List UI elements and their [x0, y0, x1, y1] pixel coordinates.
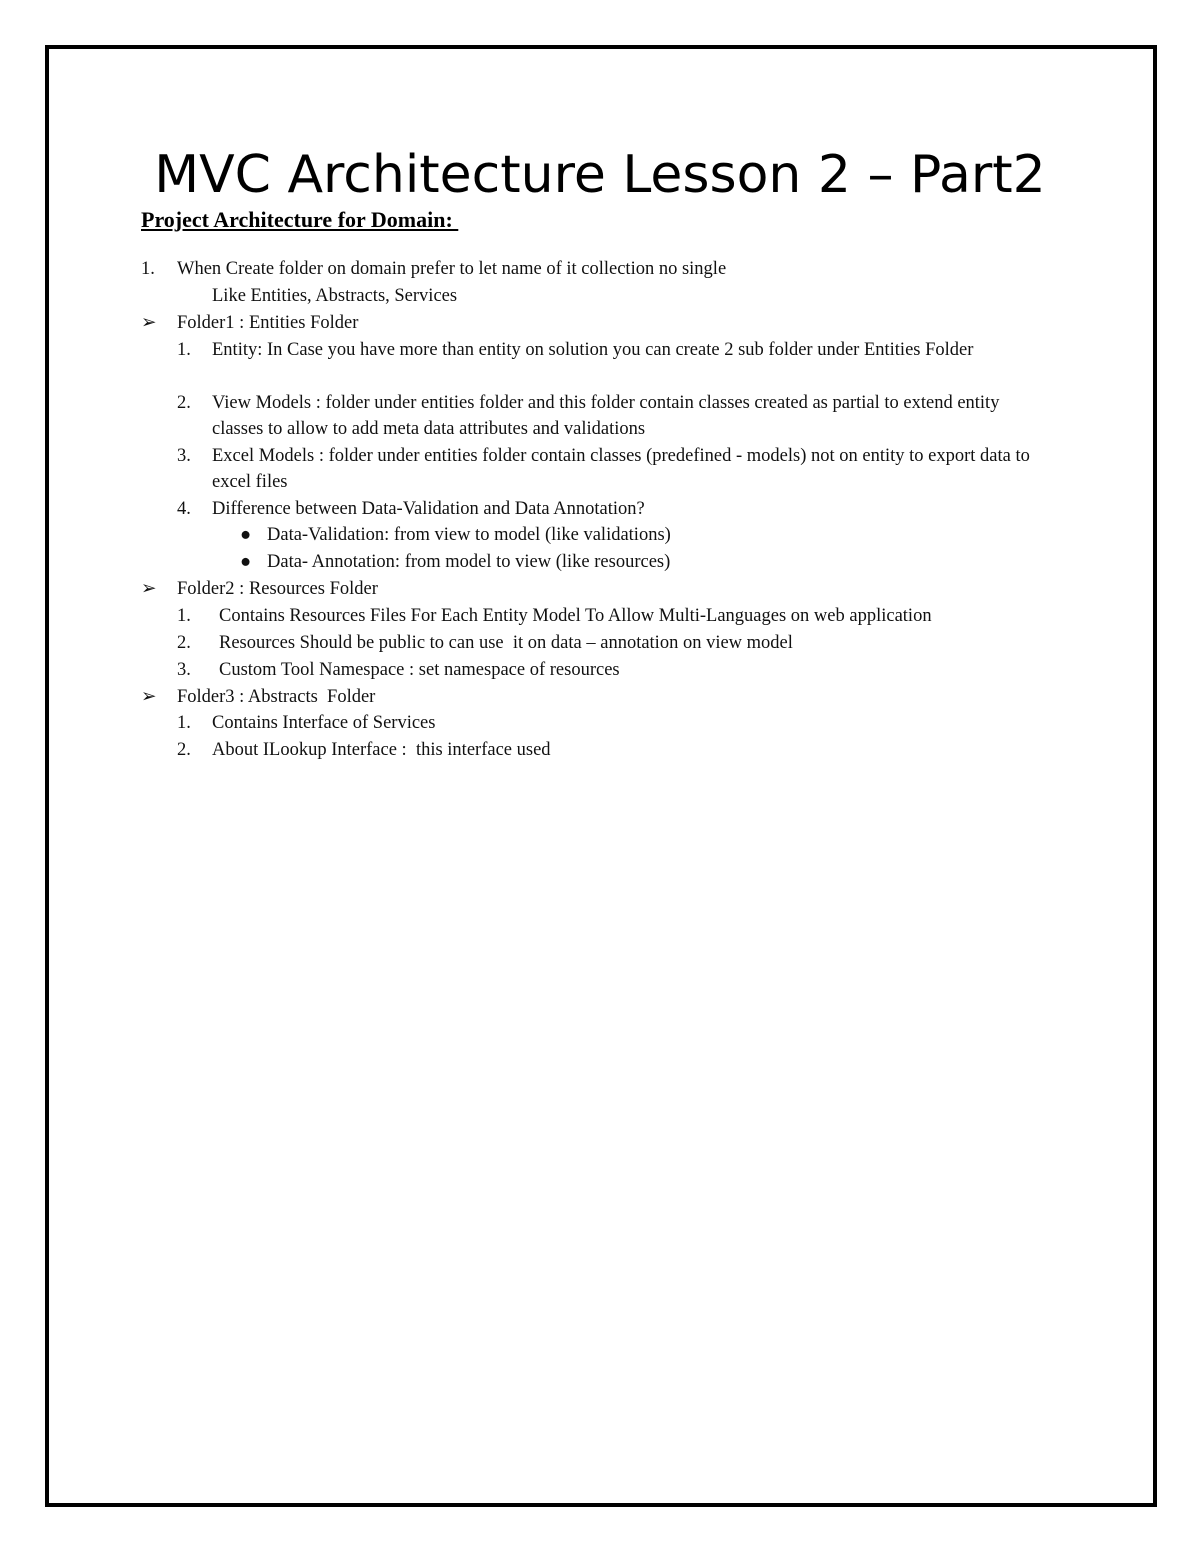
folder1-item-1-number: 1. — [177, 340, 191, 360]
bullet-icon: ● — [240, 525, 252, 545]
folder3-arrow-icon: ➢ — [141, 687, 157, 707]
folder2-item-2-text: Resources Should be public to can use it on data – annotation on view model — [219, 633, 793, 653]
folder1-arrow-icon: ➢ — [141, 313, 157, 333]
folder1-bullet-1: Data-Validation: from view to model (like validations) — [267, 525, 671, 545]
folder1-item-4-number: 4. — [177, 499, 191, 519]
intro-number: 1. — [141, 259, 155, 279]
folder1-label: Folder1 : Entities Folder — [177, 313, 359, 333]
folder1-item-2-text: View Models : folder under entities folder and this folder contain classes created as partial to extend entity classes to allow to add meta data attributes and validations — [212, 393, 1000, 439]
folder1-item-2-number: 2. — [177, 393, 191, 413]
folder1-item-3-text: Excel Models : folder under entities folder contain classes (predefined - models) not on entity to export data to excel files — [212, 446, 1030, 492]
folder2-label: Folder2 : Resources Folder — [177, 579, 378, 599]
folder1-bullet-2: Data- Annotation: from model to view (like resources) — [267, 552, 671, 572]
folder2-item-1-text: Contains Resources Files For Each Entity Model To Allow Multi-Languages on web application — [219, 606, 932, 626]
folder2-item-3-number: 3. — [177, 660, 191, 680]
folder3-item-1-text: Contains Interface of Services — [212, 713, 436, 733]
bullet-icon: ● — [240, 552, 252, 572]
folder2-item-3-text: Custom Tool Namespace : set namespace of resources — [219, 660, 620, 680]
folder2-arrow-icon: ➢ — [141, 579, 157, 599]
folder1-item-4-text: Difference between Data-Validation and Data Annotation? — [212, 499, 645, 519]
intro-text: When Create folder on domain prefer to let name of it collection no single — [177, 259, 727, 279]
folder1-item-1-text: Entity: In Case you have more than entity on solution you can create 2 sub folder under Entities Folder — [212, 340, 974, 360]
folder3-item-1-number: 1. — [177, 713, 191, 733]
section-heading: Project Architecture for Domain: — [141, 207, 459, 232]
folder2-item-1-number: 1. — [177, 606, 191, 626]
folder1-item-3-number: 3. — [177, 446, 191, 466]
folder2-item-2-number: 2. — [177, 633, 191, 653]
folder3-item-2-number: 2. — [177, 740, 191, 760]
folder3-item-2-text: About ILookup Interface : this interface used — [212, 740, 551, 760]
folder3-label: Folder3 : Abstracts Folder — [177, 687, 376, 707]
intro-subtext: Like Entities, Abstracts, Services — [212, 286, 458, 306]
document-title: MVC Architecture Lesson 2 – Part2 — [154, 145, 1046, 205]
